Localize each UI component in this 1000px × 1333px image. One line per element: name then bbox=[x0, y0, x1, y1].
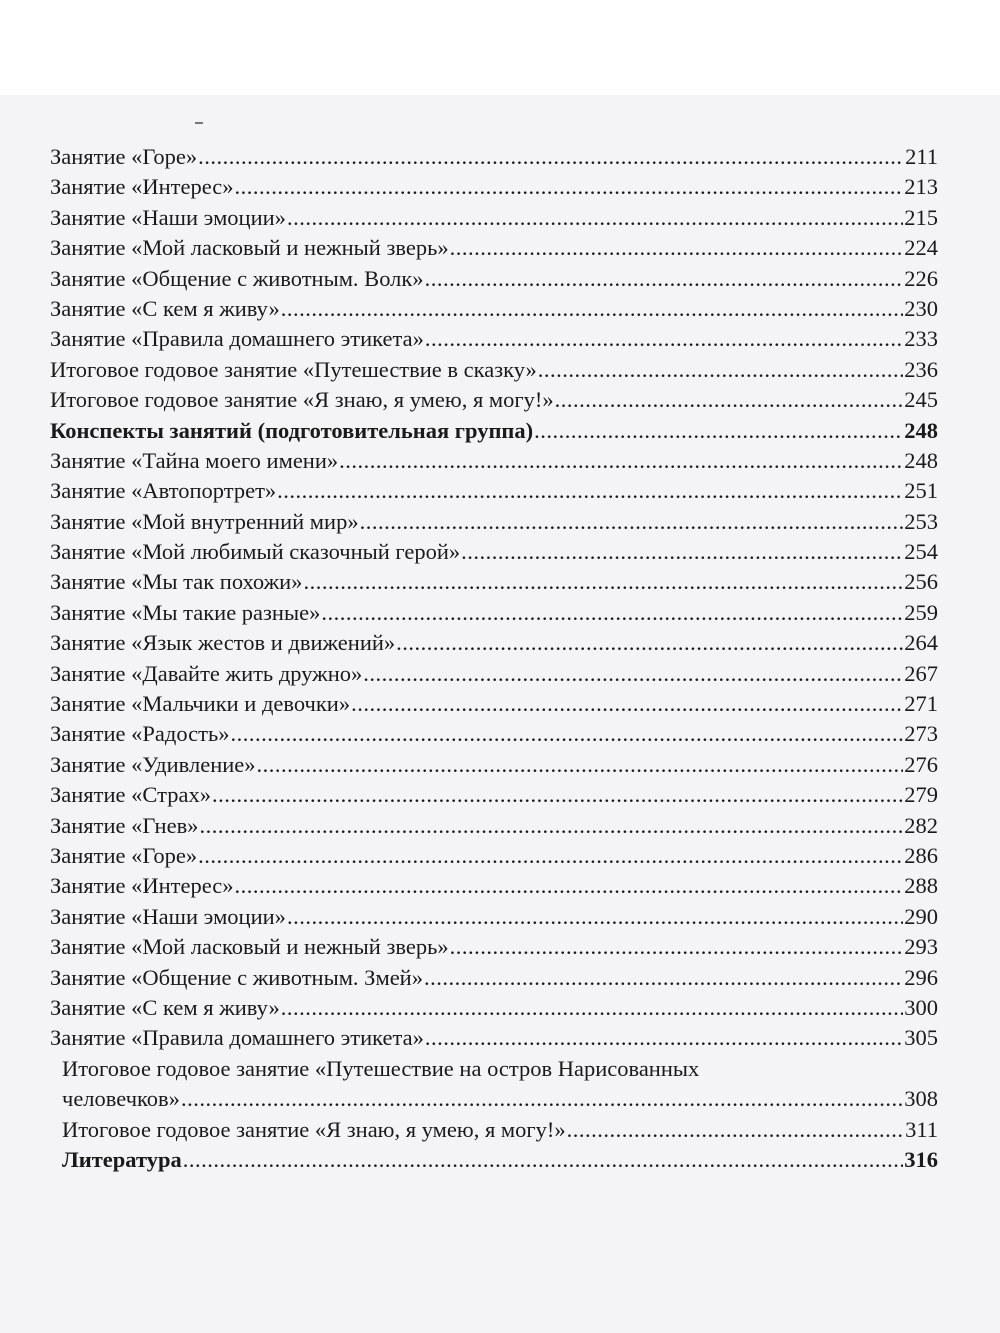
toc-entry-title: Занятие «Автопортрет» bbox=[50, 478, 277, 504]
toc-entry-title: Занятие «Радость» bbox=[50, 721, 230, 747]
toc-entry bbox=[50, 628, 938, 658]
toc-entry bbox=[50, 1023, 938, 1053]
toc-entry-page: 226 bbox=[904, 265, 938, 291]
toc-entry-title: Конспекты занятий (подготовительная группа) bbox=[50, 417, 534, 443]
toc-entry bbox=[50, 203, 938, 233]
toc-entry-page: 254 bbox=[904, 539, 938, 565]
toc-entry-page: 230 bbox=[904, 295, 938, 321]
toc-entry-page: 273 bbox=[904, 721, 938, 747]
dot-leader bbox=[287, 902, 903, 932]
toc-entry-title: Занятие «Общение с животным. Волк» bbox=[50, 265, 424, 291]
toc-entry-page: 286 bbox=[904, 842, 938, 868]
dot-leader bbox=[425, 264, 904, 294]
toc-entry-title: Занятие «Гнев» bbox=[50, 812, 199, 838]
toc-entry bbox=[50, 476, 938, 506]
toc-entry-page: 211 bbox=[905, 144, 938, 169]
toc-entry-title: Литература bbox=[62, 1146, 182, 1172]
toc-entry bbox=[50, 142, 938, 172]
toc-entry bbox=[50, 811, 938, 841]
dot-leader bbox=[183, 1145, 904, 1175]
toc-entry bbox=[50, 264, 938, 294]
dot-leader bbox=[425, 1023, 903, 1053]
toc-entry bbox=[50, 537, 938, 567]
toc-entry-title: Занятие «Мой ласковый и нежный зверь» bbox=[50, 235, 449, 261]
toc-entry-title: Занятие «Наши эмоции» bbox=[50, 204, 286, 230]
dot-leader bbox=[212, 780, 903, 810]
dot-leader bbox=[396, 628, 903, 658]
toc-entry bbox=[50, 719, 938, 749]
dot-leader bbox=[277, 476, 903, 506]
toc-entry bbox=[50, 385, 938, 415]
dot-leader bbox=[567, 1115, 904, 1145]
dot-leader bbox=[424, 963, 903, 993]
toc-entry-page: 300 bbox=[904, 994, 938, 1020]
toc-entry-page: 311 bbox=[905, 1116, 938, 1142]
toc-entry bbox=[50, 172, 938, 202]
toc-entry-page: 213 bbox=[904, 174, 938, 200]
toc-entry bbox=[50, 993, 938, 1023]
dot-leader bbox=[534, 416, 903, 446]
toc-entry-page: 308 bbox=[904, 1086, 938, 1112]
toc-entry-title: Итоговое годовое занятие «Я знаю, я умею, я могу!» bbox=[62, 1116, 566, 1142]
toc-entry bbox=[50, 233, 938, 263]
dot-leader bbox=[363, 659, 903, 689]
dot-leader bbox=[450, 932, 904, 962]
toc-entry bbox=[50, 932, 938, 962]
toc-section-heading bbox=[50, 1145, 938, 1175]
toc-entry bbox=[50, 750, 938, 780]
toc-entry-page: 259 bbox=[904, 599, 938, 625]
dot-leader bbox=[257, 750, 904, 780]
dot-leader bbox=[199, 811, 903, 841]
toc-entry-page: 215 bbox=[904, 204, 938, 230]
toc-entry-title: Занятие «Горе» bbox=[50, 842, 198, 868]
toc-entry-title: Занятие «Мой внутренний мир» bbox=[50, 508, 359, 534]
dot-leader bbox=[235, 172, 904, 202]
toc-entry-title: Занятие «Интерес» bbox=[50, 873, 234, 899]
toc-entry bbox=[50, 780, 938, 810]
toc-entry-title: Занятие «С кем я живу» bbox=[50, 994, 280, 1020]
toc-entry-page: 251 bbox=[904, 478, 938, 504]
toc-entry-page: 248 bbox=[904, 417, 938, 443]
toc-entry-title: Занятие «Интерес» bbox=[50, 174, 234, 200]
toc-entry-title: Занятие «Наши эмоции» bbox=[50, 903, 286, 929]
toc-section-heading bbox=[50, 416, 938, 446]
toc-entry bbox=[50, 598, 938, 628]
toc-entry-page: 236 bbox=[904, 356, 938, 382]
dot-leader bbox=[538, 355, 903, 385]
toc-entry-page: 279 bbox=[904, 782, 938, 808]
dot-leader bbox=[230, 719, 903, 749]
toc-entry bbox=[50, 1084, 938, 1114]
toc-entry-page: 296 bbox=[904, 964, 938, 990]
toc-entry-title-line1: Итоговое годовое занятие «Путешествие на остров Нарисованных bbox=[62, 1055, 700, 1081]
dot-leader bbox=[281, 294, 904, 324]
dot-leader bbox=[425, 324, 903, 354]
dot-leader bbox=[360, 507, 904, 537]
toc-entry-title: Занятие «Язык жестов и движений» bbox=[50, 630, 396, 656]
toc-entry bbox=[50, 871, 938, 901]
toc-entry bbox=[50, 446, 938, 476]
toc-entry bbox=[50, 294, 938, 324]
toc-entry-page: 233 bbox=[904, 326, 938, 352]
toc-entry-page: 305 bbox=[904, 1025, 938, 1051]
dot-leader bbox=[181, 1084, 903, 1114]
toc-entry-title: Занятие «Мы такие разные» bbox=[50, 599, 321, 625]
dot-leader bbox=[461, 537, 903, 567]
toc-entry-page: 256 bbox=[904, 569, 938, 595]
toc-entry-title: Итоговое годовое занятие «Я знаю, я умею, я могу!» bbox=[50, 387, 554, 413]
toc-entry-page: 267 bbox=[904, 660, 938, 686]
toc-entry bbox=[50, 355, 938, 385]
table-of-contents bbox=[50, 142, 938, 1175]
toc-entry-page: 288 bbox=[904, 873, 938, 899]
toc-entry-title: Занятие «Мальчики и девочки» bbox=[50, 691, 351, 717]
toc-entry-page: 293 bbox=[904, 934, 938, 960]
toc-entry-page: 245 bbox=[904, 387, 938, 413]
toc-entry-title: Занятие «Страх» bbox=[50, 782, 211, 808]
toc-entry bbox=[50, 963, 938, 993]
toc-entry-title: Занятие «Удивление» bbox=[50, 751, 256, 777]
toc-entry-page: 282 bbox=[904, 812, 938, 838]
dot-leader bbox=[235, 871, 904, 901]
toc-entry-title: Занятие «Правила домашнего этикета» bbox=[50, 326, 424, 352]
dot-leader bbox=[351, 689, 903, 719]
toc-entry bbox=[50, 324, 938, 354]
toc-entry-title: Занятие «Давайте жить дружно» bbox=[50, 660, 363, 686]
dot-leader bbox=[321, 598, 903, 628]
toc-entry-page: 271 bbox=[904, 691, 938, 717]
dot-leader bbox=[450, 233, 904, 263]
dot-leader bbox=[303, 567, 903, 597]
toc-entry-title: Занятие «Тайна моего имени» bbox=[50, 447, 339, 473]
toc-entry-title: Занятие «Горе» bbox=[50, 144, 198, 169]
toc-entry-page: 253 bbox=[904, 508, 938, 534]
toc-entry-page: 290 bbox=[904, 903, 938, 929]
toc-entry-title: Итоговое годовое занятие «Путешествие в сказку» bbox=[50, 356, 537, 382]
toc-entry-title: Занятие «Правила домашнего этикета» bbox=[50, 1025, 424, 1051]
toc-entry bbox=[50, 841, 938, 871]
toc-entry-title: человечков» bbox=[62, 1086, 180, 1112]
toc-entry bbox=[50, 507, 938, 537]
toc-entry bbox=[50, 1115, 938, 1145]
toc-entry-title: Занятие «Общение с животным. Змей» bbox=[50, 964, 423, 990]
toc-entry-page: 224 bbox=[904, 235, 938, 261]
toc-entry-title: Занятие «Мой ласковый и нежный зверь» bbox=[50, 934, 449, 960]
toc-entry bbox=[50, 902, 938, 932]
dot-leader bbox=[339, 446, 903, 476]
dot-leader bbox=[555, 385, 904, 415]
toc-entry-title: Занятие «Мы так похожи» bbox=[50, 569, 303, 595]
toc-entry-title: Занятие «С кем я живу» bbox=[50, 295, 280, 321]
toc-entry bbox=[50, 567, 938, 597]
toc-entry-title: Занятие «Мой любимый сказочный герой» bbox=[50, 539, 461, 565]
dot-leader bbox=[198, 142, 904, 172]
toc-entry-page: 316 bbox=[904, 1146, 938, 1172]
toc-entry-page: 264 bbox=[904, 630, 938, 656]
dot-leader bbox=[287, 203, 903, 233]
page-mark bbox=[195, 122, 203, 124]
toc-entry bbox=[50, 689, 938, 719]
toc-entry-page: 248 bbox=[904, 447, 938, 473]
toc-entry bbox=[50, 659, 938, 689]
toc-entry-page: 276 bbox=[904, 751, 938, 777]
dot-leader bbox=[198, 841, 903, 871]
dot-leader bbox=[281, 993, 904, 1023]
